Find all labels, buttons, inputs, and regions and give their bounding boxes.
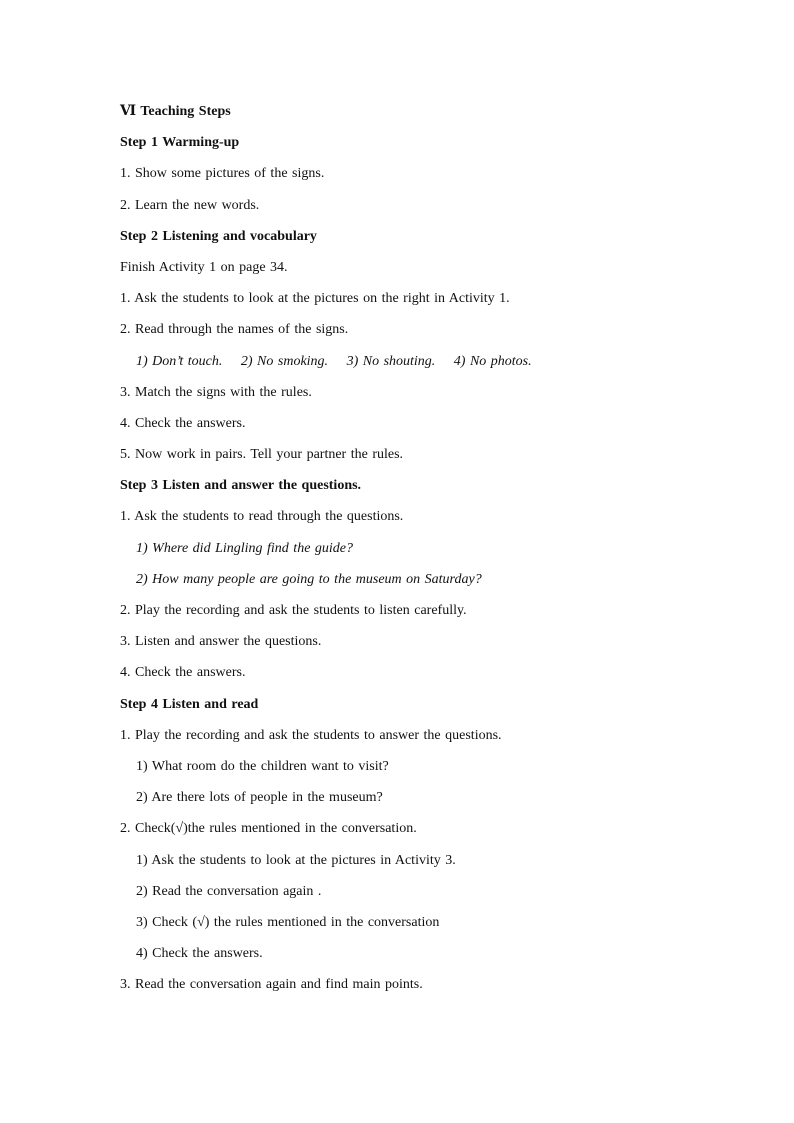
step-1-title: Step 1 Warming-up: [120, 135, 240, 151]
step-2-item-4: 4. Check the answers.: [120, 415, 246, 431]
step-3-item-2: 2. Play the recording and ask the students to listen carefully.: [120, 603, 467, 618]
step-2-item-3: 3. Match the signs with the rules.: [120, 384, 312, 400]
step-4-item-2: 2. Check(√)the rules mentioned in the conversation.: [120, 821, 417, 837]
section-heading: Ⅵ Teaching Steps: [120, 104, 231, 119]
rule-1: 1) Don’t touch.: [136, 353, 223, 369]
step-4-sub-question-1: 1) What room do the children want to visit?: [136, 758, 389, 774]
step-3-item-3: 3. Listen and answer the questions.: [120, 634, 322, 650]
step-2-item-1: 1. Ask the students to look at the pictures on the right in Activity 1.: [120, 291, 510, 307]
step-2-item-5: 5. Now work in pairs. Tell your partner the rules.: [120, 447, 404, 463]
step-1-item-2: 2. Learn the new words.: [120, 197, 260, 213]
step-4-title: Step 4 Listen and read: [120, 696, 259, 712]
sign-rules-list: [120, 352, 740, 383]
step-4-item-3: 3. Read the conversation again and find main points.: [120, 977, 423, 993]
step-3-question-1: 1) Where did Lingling find the guide?: [136, 540, 354, 556]
step-2-intro: Finish Activity 1 on page 34.: [120, 259, 288, 275]
step-4-sub-step-1: 1) Ask the students to look at the pictures in Activity 3.: [136, 852, 456, 868]
rule-2: 2) No smoking.: [240, 353, 329, 369]
step-4-sub-step-2: 2) Read the conversation again .: [136, 883, 322, 899]
step-3-question-2: 2) How many people are going to the museum on Saturday?: [136, 571, 482, 587]
step-3-item-1: 1. Ask the students to read through the questions.: [120, 509, 404, 525]
step-4-sub-step-3: 3) Check (√) the rules mentioned in the conversation: [136, 914, 440, 930]
rule-3: 3) No shouting.: [346, 353, 436, 369]
step-4-sub-step-4: 4) Check the answers.: [136, 946, 263, 962]
step-4-item-1: 1. Play the recording and ask the students to answer the questions.: [120, 727, 502, 743]
document-page: [120, 102, 740, 1006]
step-2-item-2: 2. Read through the names of the signs.: [120, 322, 349, 338]
step-4-sub-question-2: 2) Are there lots of people in the museum?: [136, 790, 383, 806]
step-2-title: Step 2 Listening and vocabulary: [120, 228, 317, 244]
rule-4: 4) No photos.: [453, 353, 532, 369]
step-3-title: Step 3 Listen and answer the questions.: [120, 478, 362, 494]
step-1-item-1: 1. Show some pictures of the signs.: [120, 166, 325, 182]
step-3-item-4: 4. Check the answers.: [120, 665, 246, 681]
